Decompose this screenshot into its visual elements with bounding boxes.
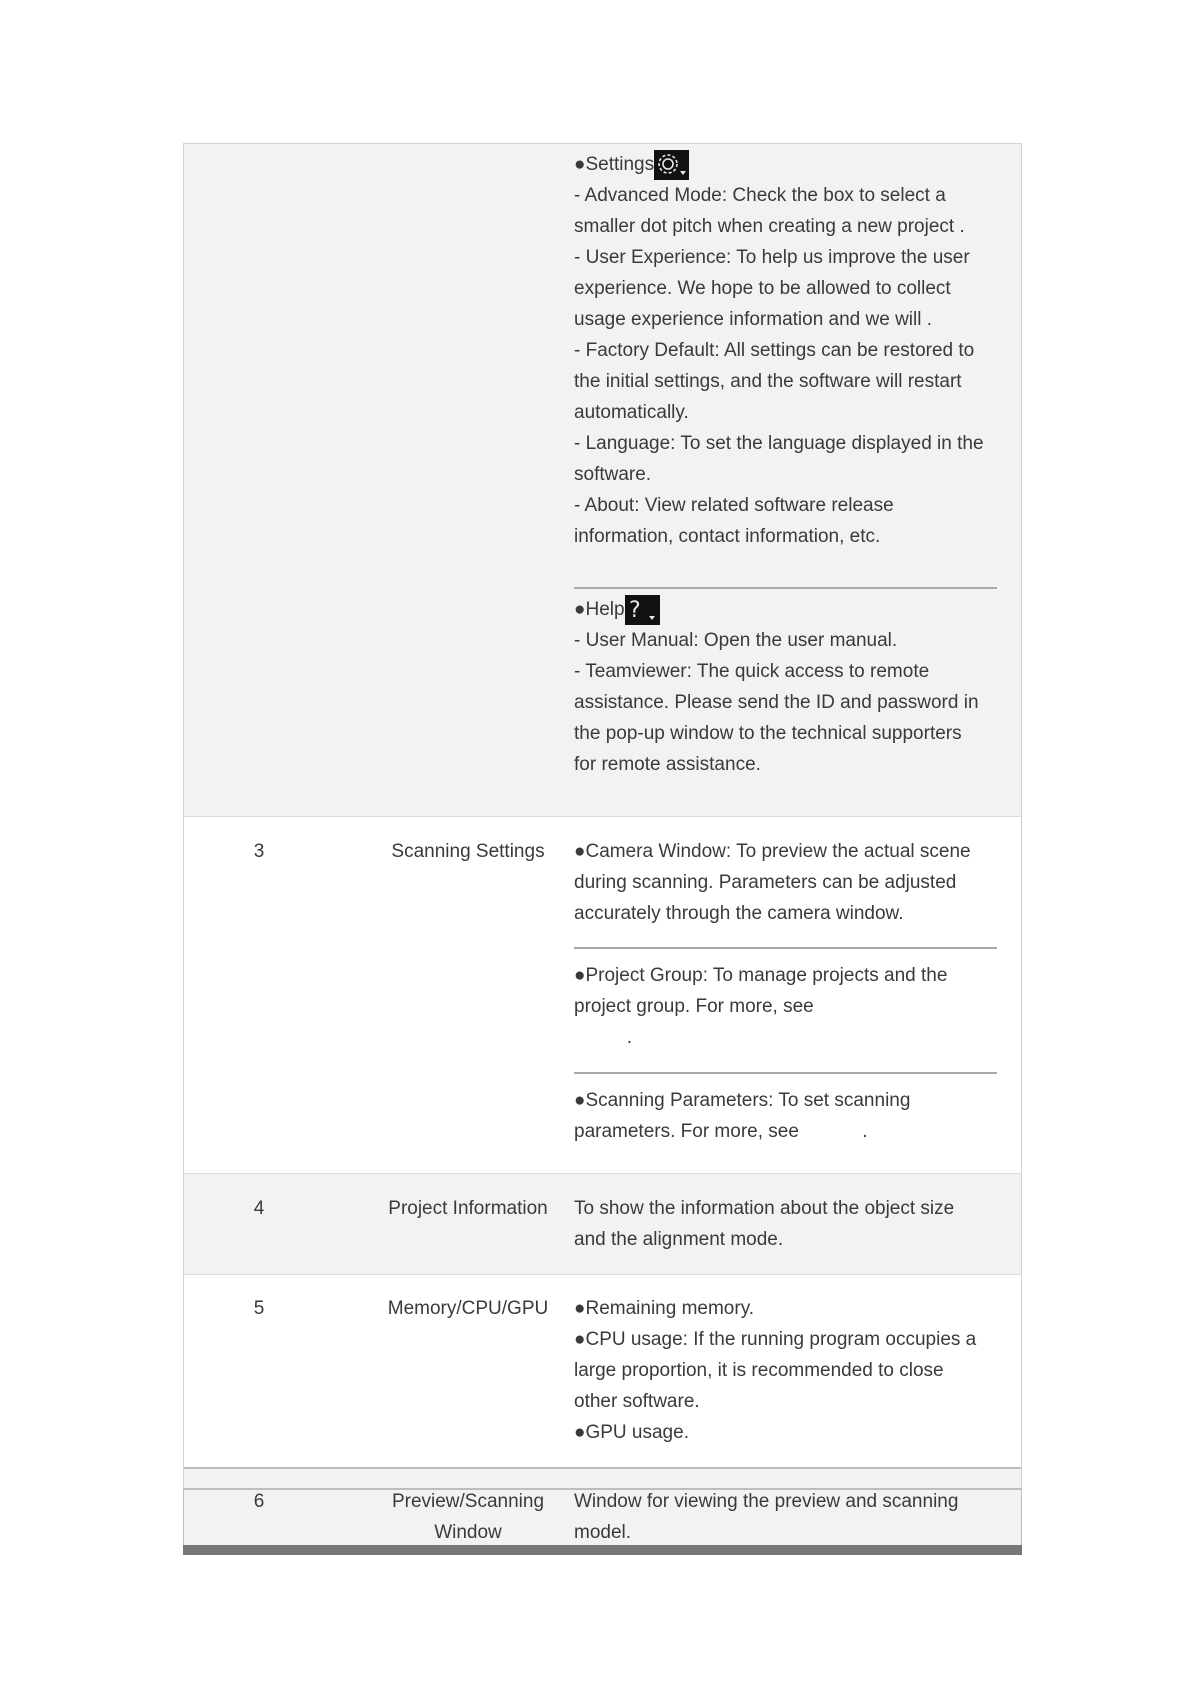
desc-line: ●CPU usage: If the running program occupies a	[574, 1329, 977, 1350]
help-line: for remote assistance.	[574, 754, 761, 775]
desc-line: ●Scanning Parameters: To set scanning	[574, 1090, 911, 1111]
row-name: Scanning Settings	[391, 841, 545, 862]
desc-line: other software.	[574, 1391, 700, 1412]
divider	[574, 587, 997, 589]
divider	[574, 947, 997, 949]
help-line: - User Manual: Open the user manual.	[574, 630, 898, 651]
help-line: assistance. Please send the ID and password in	[574, 692, 979, 713]
settings-line: - Language: To set the language displayed in the	[574, 433, 984, 454]
gear-icon	[654, 150, 689, 180]
row-name-line: Window	[434, 1522, 502, 1543]
row-number: 6	[253, 1491, 265, 1512]
row-number: 4	[253, 1198, 265, 1219]
project-group-description	[574, 960, 1004, 1053]
settings-title: ●Settings	[574, 154, 655, 175]
settings-line: automatically.	[574, 402, 689, 423]
desc-line: ●GPU usage.	[574, 1422, 689, 1443]
help-line: the pop-up window to the technical supporters	[574, 723, 962, 744]
help-line: - Teamviewer: The quick access to remote	[574, 661, 930, 682]
settings-line: experience. We hope to be allowed to collect	[574, 278, 951, 299]
row-name-line: Preview/Scanning	[391, 1491, 545, 1512]
desc-line: Window for viewing the preview and scanning	[574, 1491, 959, 1512]
settings-line: information, contact information, etc.	[574, 526, 881, 547]
row-name: Project Information	[388, 1198, 548, 1219]
help-title: ●Help	[574, 599, 625, 620]
camera-window-description	[574, 836, 1004, 929]
divider	[574, 1072, 997, 1074]
table-row	[184, 1275, 1021, 1467]
desc-line: large proportion, it is recommended to close	[574, 1360, 944, 1381]
description-table	[183, 143, 1022, 1552]
question-mark-icon	[625, 595, 660, 625]
desc-line: ●Camera Window: To preview the actual scene	[574, 841, 971, 862]
settings-line: usage experience information and we will .	[574, 309, 933, 330]
table-row	[184, 144, 1021, 816]
row-number: 5	[253, 1298, 265, 1319]
desc-line: model.	[574, 1522, 632, 1543]
svg-text:?: ?	[628, 598, 641, 623]
scanning-parameters-description	[574, 1085, 1004, 1147]
project-information-description	[574, 1193, 1004, 1255]
desc-line: ●Project Group: To manage projects and the	[574, 965, 948, 986]
help-heading	[574, 594, 1004, 625]
settings-line: - Advanced Mode: Check the box to select a	[574, 185, 946, 206]
desc-line: during scanning. Parameters can be adjusted	[574, 872, 957, 893]
desc-line: To show the information about the object size	[574, 1198, 955, 1219]
table-bottom-border	[183, 1545, 1022, 1555]
settings-heading	[574, 149, 1004, 180]
row-number: 3	[253, 841, 265, 862]
overlay-frame	[183, 1488, 1022, 1545]
settings-line: software.	[574, 464, 652, 485]
settings-line: smaller dot pitch when creating a new project .	[574, 216, 965, 237]
help-description	[574, 594, 1004, 780]
desc-line: project group. For more, see	[574, 996, 814, 1017]
settings-description	[574, 149, 1004, 552]
desc-line: and the alignment mode.	[574, 1229, 784, 1250]
desc-line: ●Remaining memory.	[574, 1298, 755, 1319]
settings-line: the initial settings, and the software will restart	[574, 371, 962, 392]
settings-line: - About: View related software release	[574, 495, 894, 516]
row-name: Memory/CPU/GPU	[387, 1298, 549, 1319]
table-row	[184, 1174, 1021, 1274]
settings-line: - User Experience: To help us improve the user	[574, 247, 970, 268]
desc-line: .	[574, 1027, 633, 1048]
table-row	[184, 817, 1021, 1173]
settings-line: - Factory Default: All settings can be restored to	[574, 340, 975, 361]
memory-cpu-gpu-description	[574, 1293, 1004, 1448]
desc-line: accurately through the camera window.	[574, 903, 904, 924]
desc-line: parameters. For more, see .	[574, 1121, 868, 1142]
